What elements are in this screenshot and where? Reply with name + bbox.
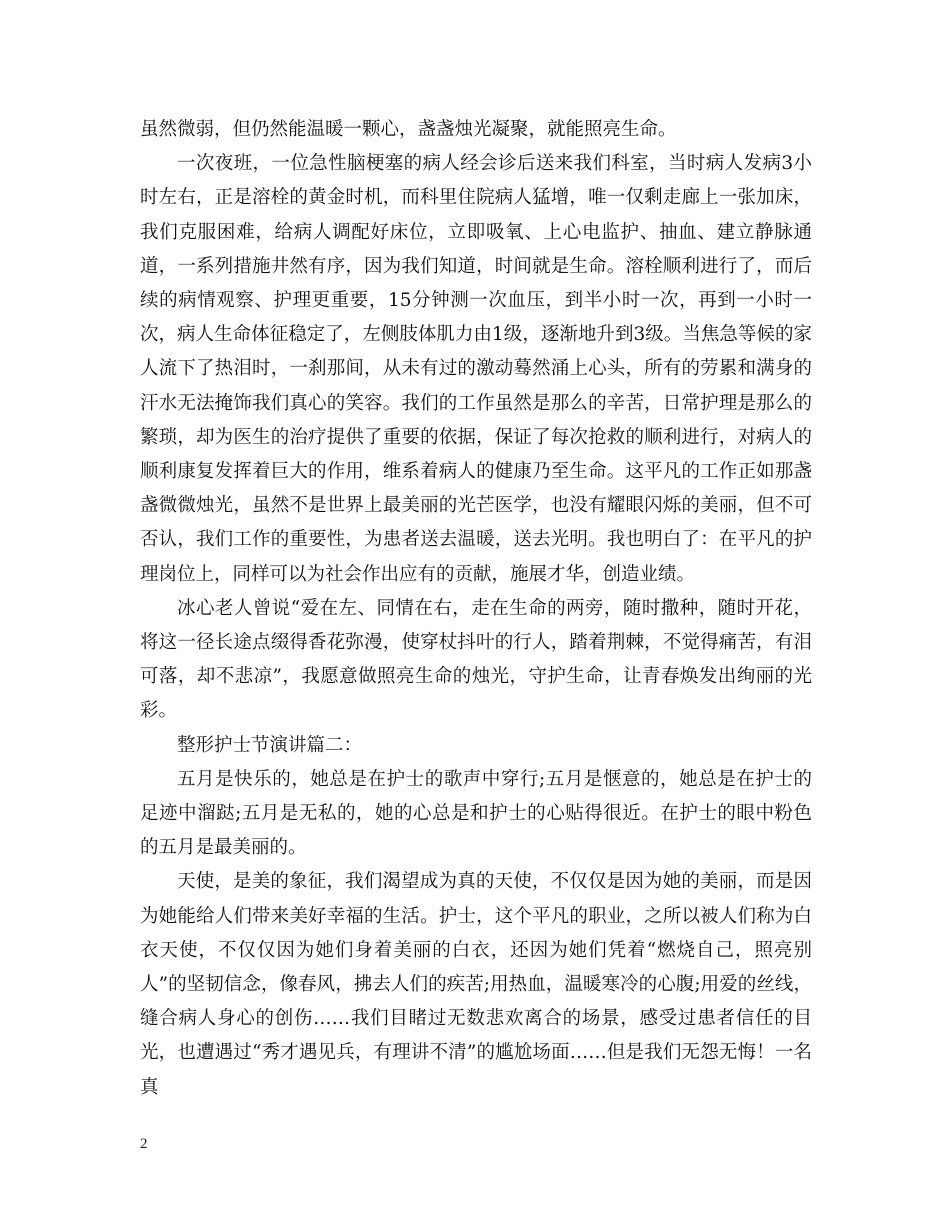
section-heading: 整形护士节演讲篇二： xyxy=(177,734,363,756)
paragraph-bingxin-quote: 冰心老人曾说“爱在左、同情在右，走在生命的两旁，随时撒种，随时开花，将这一径长途点缀得香花弥漫，使穿杖抖叶的行人，踏着荆棘，不觉得痛苦，有泪可落，却不悲凉”，我愿意做照亮生命的烛光，守护生命，让青春焕发出绚丽的光彩。 xyxy=(140,597,812,722)
paragraph-may: 五月是快乐的，她总是在护士的歌声中穿行;五月是惬意的，她总是在护士的足迹中溜跶;五月是无私的，她的心总是和护士的心贴得很近。在护士的眼中粉色的五月是最美丽的。 xyxy=(140,768,812,859)
page-number: 2 xyxy=(140,1136,148,1152)
paragraph-angel: 天使，是美的象征，我们渴望成为真的天使，不仅仅是因为她的美丽，而是因为她能给人们带来美好幸福的生活。护士，这个平凡的职业，之所以被人们称为白衣天使，不仅仅因为她们身着美丽的白衣，还因为她们凭着“燃烧自己，照亮别人”的坚韧信念，像春风，拂去人们的疾苦;用热血，温暖寒冷的心腹;用爱的丝线，缝合病人身心的创伤……我们目睹过无数悲欢离合的场景，感受过患者信任的目光，也遭遇过“秀才遇见兵，有理讲不清”的尴尬场面……但是我们无怨无悔！一名真 xyxy=(140,871,812,1098)
paragraph-night-shift: 一次夜班，一位急性脑梗塞的病人经会诊后送来我们科室，当时病人发病3小时左右，正是溶栓的黄金时机，而科里住院病人猛增，唯一仅剩走廊上一张加床，我们克服困难，给病人调配好床位，立即吸氧、上心电监护、抽血、建立静脉通道，一系列措施井然有序，因为我们知道，时间就是生命。溶栓顺利进行了，而后续的病情观察、护理更重要，15分钟测一次血压，到半小时一次，再到一小时一次，病人生命体征稳定了，左侧肢体肌力由1级，逐渐地升到3级。当焦急等候的家人流下了热泪时，一刹那间，从未有过的激动蓦然涌上心头，所有的劳累和满身的汗水无法掩饰我们真心的笑容。我们的工作虽然是那么的辛苦，日常护理是那么的繁琐，却为医生的治疗提供了重要的依据，保证了每次抢救的顺利进行，对病人的顺利康复发挥着巨大的作用，维系着病人的健康乃至生命。这平凡的工作正如那盏盏微微烛光，虽然不是世界上最美丽的光芒医学，也没有耀眼闪烁的美丽，但不可否认，我们工作的重要性，为患者送去温暖，送去光明。我也明白了：在平凡的护理岗位上，同样可以为社会作出应有的贡献，施展才华，创造业绩。 xyxy=(140,153,812,585)
body-text xyxy=(140,113,812,1105)
paragraph-continuation: 虽然微弱，但仍然能温暖一颗心，盏盏烛光凝聚，就能照亮生命。 xyxy=(140,119,677,140)
